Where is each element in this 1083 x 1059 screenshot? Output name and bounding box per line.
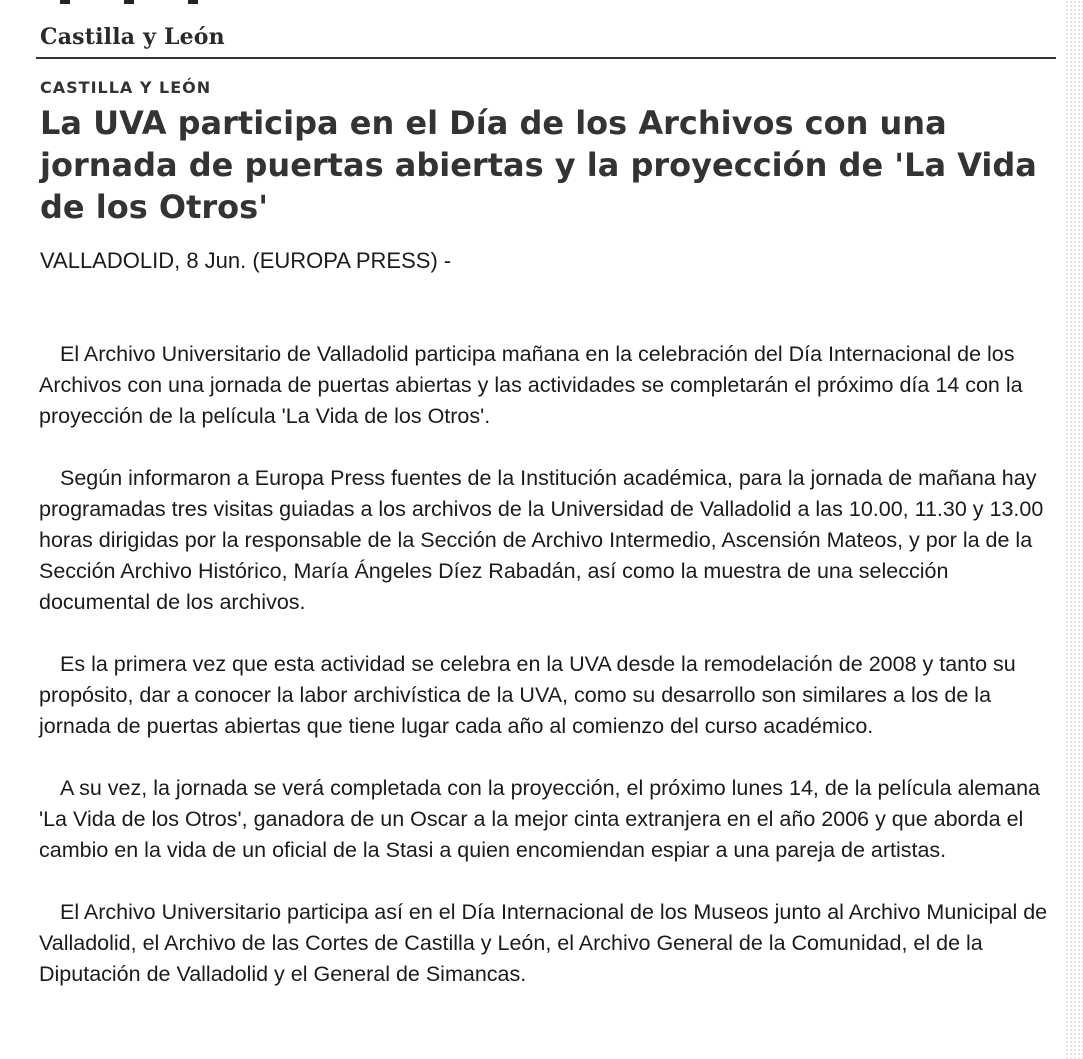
masthead-fragment [60,0,360,4]
paragraph: Según informaron a Europa Press fuentes de la Institución académica, para la jornada de mañana hay programadas tres visitas guiadas a los archivos de la Universidad de Valladolid a las 10.00, 11.30 y 13.00 horas dirigidas por la responsable de la Sección de Archivo Intermedio, Ascensión Mateos, y por la de la Sección Archivo Histórico, María Ángeles Díez Rabadán, así como la muestra de una selección documental de los archivos. [39,466,1044,614]
article-body [39,339,1059,1021]
dateline: VALLADOLID, 8 Jun. (EUROPA PRESS) - [40,248,452,273]
paragraph: El Archivo Universitario de Valladolid participa mañana en la celebración del Día Internacional de los Archivos con una jornada de puertas abiertas y las actividades se completarán el próximo día 14 con la proyección de la película 'La Vida de los Otros'. [39,342,1023,428]
paragraph: Es la primera vez que esta actividad se celebra en la UVA desde la remodelación de 2008 y tanto su propósito, dar a conocer la labor archivística de la UVA, como su desarrollo son similares a los de la jornada de puertas abiertas que tiene lugar cada año al comienzo del curso académico. [39,652,1016,738]
masthead-mark [124,0,134,4]
scan-edge-texture [1065,0,1083,1059]
paragraph: El Archivo Universitario participa así en el Día Internacional de los Museos junto al Archivo Municipal de Valladolid, el Archivo de las Cortes de Castilla y León, el Archivo General de la Comunidad, el de la Diputación de Valladolid y el General de Simancas. [39,900,1048,986]
paragraph: A su vez, la jornada se verá completada con la proyección, el próximo lunes 14, de la película alemana 'La Vida de los Otros', ganadora de un Oscar a la mejor cinta extranjera en el año 2006 y que aborda el cambio en la vida de un oficial de la Stasi a quien encomiendan espiar a una pareja de artistas. [39,776,1041,862]
headline: La UVA participa en el Día de los Archivos con una jornada de puertas abiertas y la proyección de 'La Vida de los Otros' [40,104,1037,226]
masthead-mark [60,0,70,4]
kicker: CASTILLA Y LEÓN [40,78,212,97]
masthead-mark [188,0,198,4]
section-title: Castilla y León [40,24,225,50]
section-divider [36,57,1056,59]
